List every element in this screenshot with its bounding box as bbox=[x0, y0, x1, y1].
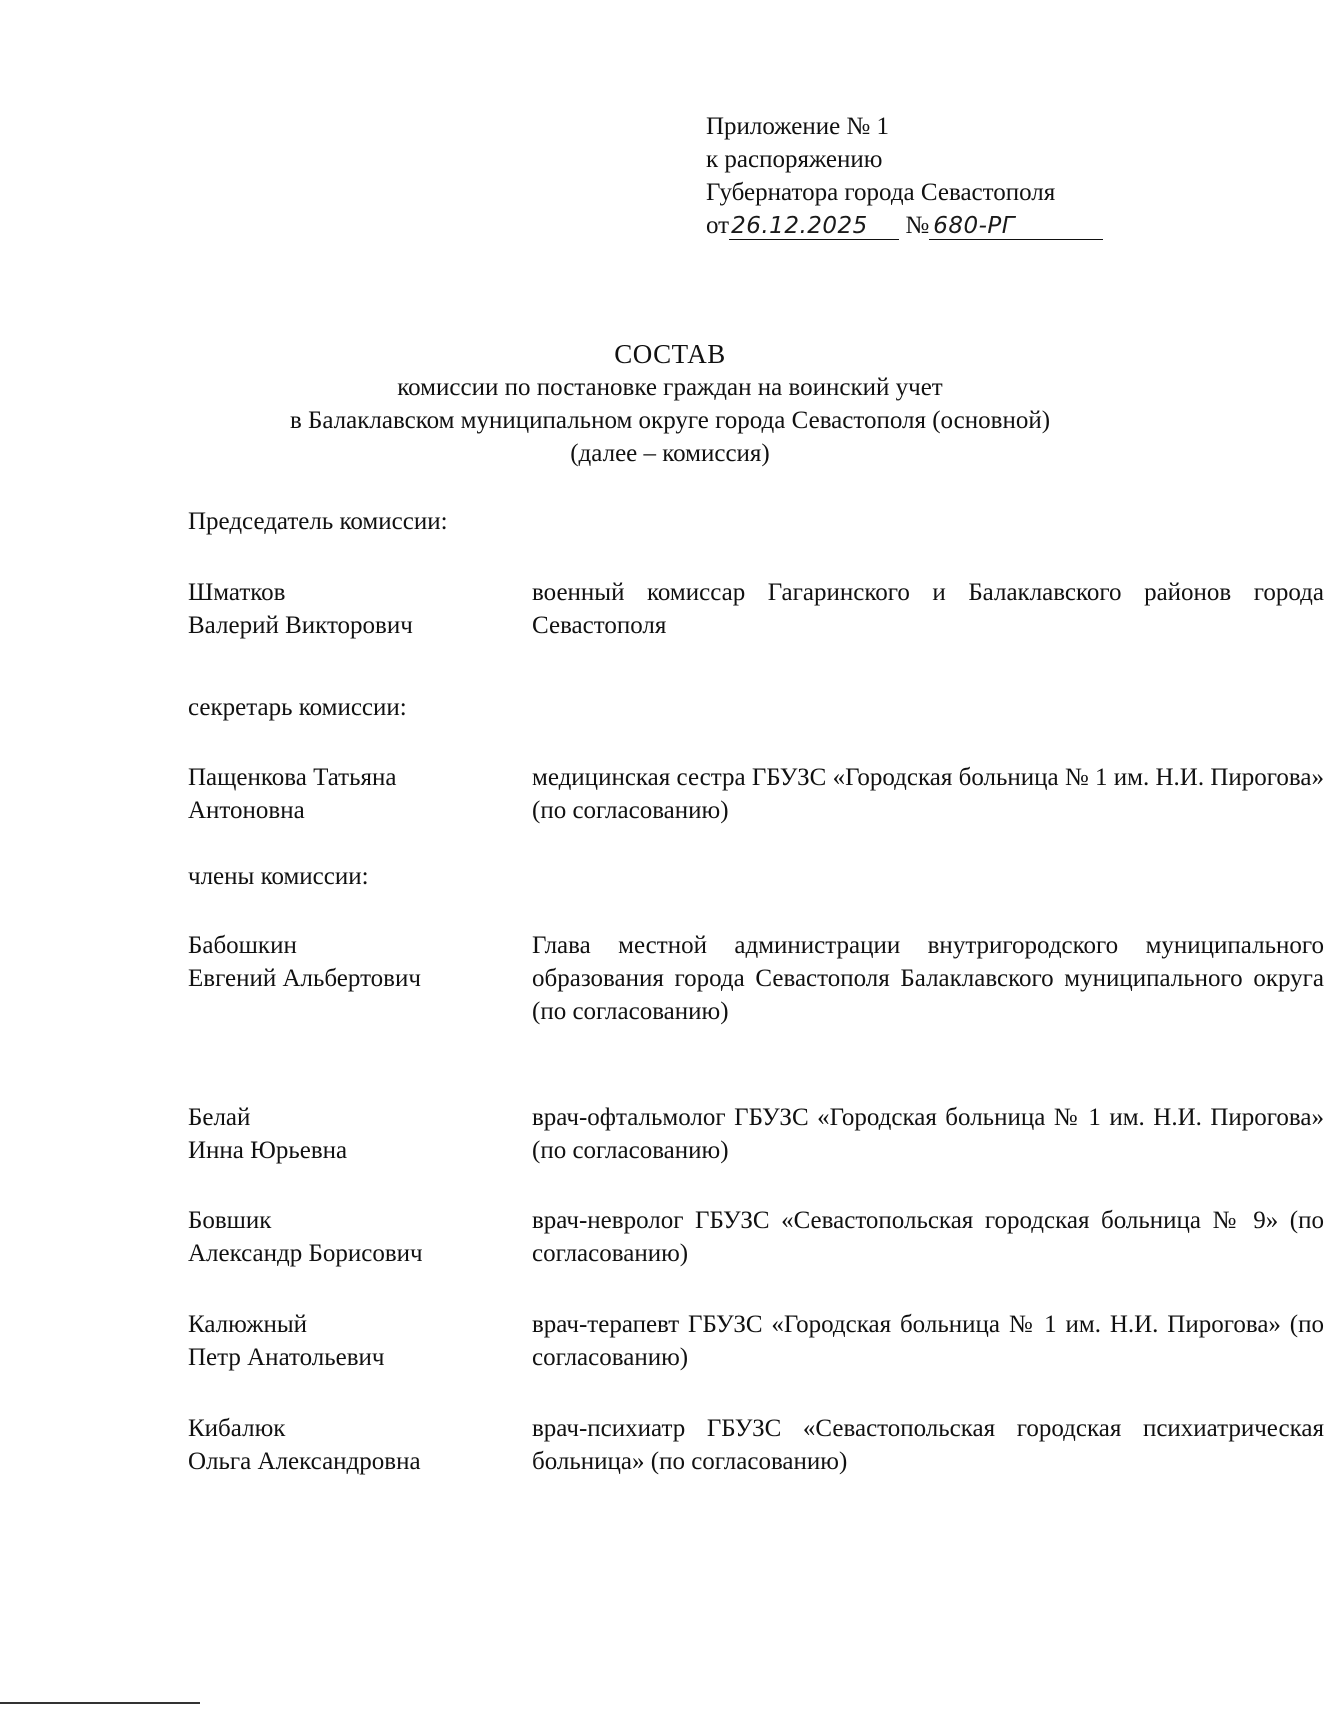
member-given-name: Антоновна bbox=[188, 797, 305, 824]
appendix-line-1: Приложение № 1 bbox=[706, 113, 890, 140]
title-heading: СОСТАВ bbox=[614, 339, 726, 369]
member-given-name: Александр Борисович bbox=[188, 1240, 423, 1267]
chairman-label: Председатель комиссии: bbox=[188, 508, 448, 535]
members-label: члены комиссии: bbox=[188, 863, 369, 890]
title-line-1: комиссии по постановке граждан на воинский учет bbox=[397, 374, 943, 401]
member-name bbox=[188, 576, 508, 642]
member-role: врач-психиатр ГБУЗС «Севастопольская городская психиатрическая больница» (по согласованию) bbox=[532, 1415, 1324, 1475]
title-line-2: в Балаклавском муниципальном округе города Севастополя (основной) bbox=[289, 407, 1051, 434]
member-surname: Шматков bbox=[188, 579, 286, 606]
member-role: Глава местной администрации внутригородского муниципального образования города Севастополя Балаклавского муниципального округа (по согласованию) bbox=[532, 932, 1324, 1025]
number-value: 680-РГ bbox=[933, 213, 1016, 239]
member-surname: Белай bbox=[188, 1104, 251, 1131]
member-surname: Калюжный bbox=[188, 1311, 308, 1338]
member-given-name: Ольга Александровна bbox=[188, 1448, 421, 1475]
date-prefix: от bbox=[706, 212, 730, 239]
member-given-name: Евгений Альбертович bbox=[188, 965, 421, 992]
member-name bbox=[188, 761, 508, 827]
title-line-3: (далее – комиссия) bbox=[570, 440, 770, 467]
document-title bbox=[0, 338, 1340, 470]
member-surname: Бабошкин bbox=[188, 932, 297, 959]
member-given-name: Петр Анатольевич bbox=[188, 1344, 385, 1371]
member-given-name: Валерий Викторович bbox=[188, 612, 413, 639]
appendix-line-3: Губернатора города Севастополя bbox=[706, 179, 1056, 206]
secretary-label: секретарь комиссии: bbox=[188, 694, 407, 721]
member-role: врач-невролог ГБУЗС «Севастопольская городская больница № 9» (по согласованию) bbox=[532, 1207, 1324, 1267]
appendix-date-line bbox=[706, 209, 1103, 242]
member-name bbox=[188, 1308, 508, 1374]
member-name bbox=[188, 1101, 508, 1167]
member-given-name: Инна Юрьевна bbox=[188, 1137, 348, 1164]
scan-edge-rule bbox=[0, 1702, 200, 1704]
member-name bbox=[188, 1412, 508, 1478]
member-role: врач-офтальмолог ГБУЗС «Городская больница № 1 им. Н.И. Пирогова» (по согласованию) bbox=[532, 1104, 1324, 1164]
member-role: военный комиссар Гагаринского и Балаклавского районов города Севастополя bbox=[532, 579, 1324, 639]
member-name bbox=[188, 1204, 508, 1270]
member-name bbox=[188, 929, 508, 995]
appendix-header bbox=[706, 110, 1103, 242]
member-surname: Пащенкова Татьяна bbox=[188, 764, 397, 791]
member-surname: Бовшик bbox=[188, 1207, 272, 1234]
member-surname: Кибалюк bbox=[188, 1415, 286, 1442]
appendix-line-2: к распоряжению bbox=[706, 146, 883, 173]
member-role: врач-терапевт ГБУЗС «Городская больница № 1 им. Н.И. Пирогова» (по согласованию) bbox=[532, 1311, 1324, 1371]
number-prefix: № bbox=[905, 212, 930, 239]
member-role: медицинская сестра ГБУЗС «Городская больница № 1 им. Н.И. Пирогова» (по согласованию) bbox=[532, 764, 1324, 824]
date-value: 26.12.2025 bbox=[731, 213, 868, 239]
